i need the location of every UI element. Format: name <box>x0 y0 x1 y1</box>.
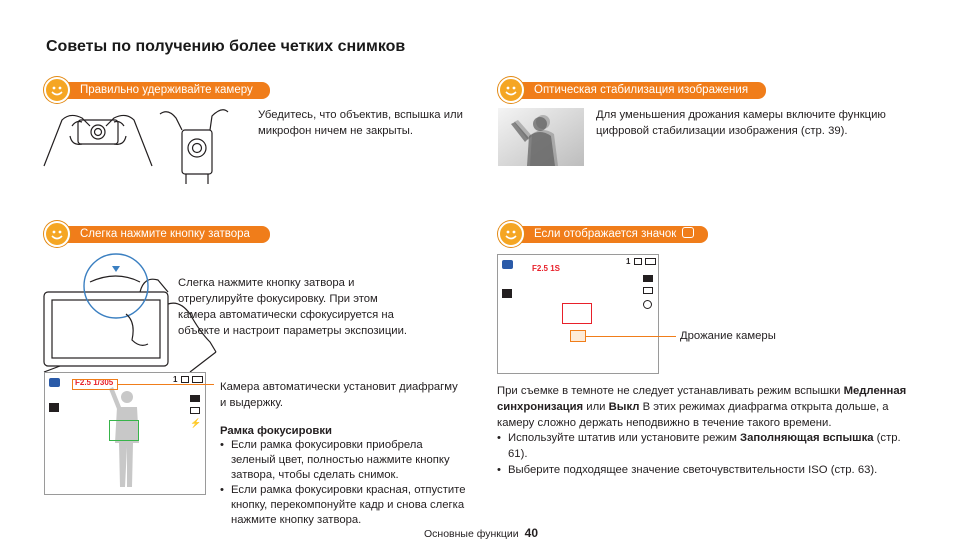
ois-text: Для уменьшения дрожания камеры включите функцию цифровой стабилизации изображения (стр. 39). <box>596 109 886 137</box>
shutter-text: Слегка нажмите кнопку затвора и отрегулируйте фокусировку. При этом камера автоматически сфокусируется на объекте и настроит параметры экспозиции. <box>178 277 408 337</box>
section-header-hold-label: Правильно удерживайте камеру <box>80 84 253 96</box>
camera-screen-focus <box>44 372 206 495</box>
smiley-icon <box>44 221 70 247</box>
section-header-ois-label: Оптическая стабилизация изображения <box>534 84 749 96</box>
image-size-icon <box>49 403 59 412</box>
hold-text: Убедитесь, что объектив, вспышка или микрофон ничем не закрыты. <box>258 109 463 137</box>
list-item: • Если рамка фокусировки приобрела зеленый цвет, полностью нажмите кнопку затвора, чтобы сделать снимок. <box>220 438 470 483</box>
exposure-readout: F2.5 1S <box>532 264 561 273</box>
shake-bullets <box>497 430 917 478</box>
shot-count: 1 <box>173 375 178 384</box>
metering-icon <box>190 407 200 414</box>
section-header-hold <box>46 82 270 99</box>
quality-icon <box>190 395 200 402</box>
blurred-photo-image <box>498 108 584 166</box>
smiley-icon <box>498 221 524 247</box>
image-size-icon <box>502 289 512 298</box>
callout-line-exposure <box>118 384 214 385</box>
battery-icon <box>634 258 642 265</box>
smiley-icon <box>44 77 70 103</box>
page-footer <box>424 526 538 540</box>
list-item: • Выберите подходящее значение светочувствительности ISO (стр. 63). <box>497 462 917 478</box>
shake-para-text-2: В этих режимах диафрагма открыта дольше, а камеру сложно держать неподвижно в течение такого времени. <box>497 401 889 429</box>
shake-para-text-1: При съемке в темноте не следует устанавливать режим вспышки <box>497 385 841 397</box>
callout-exposure-text: Камера автоматически установит диафрагму и выдержку. <box>220 381 458 409</box>
callout-exposure-box <box>72 379 118 390</box>
bullet-1-bold: Заполняющая вспышка <box>740 432 874 444</box>
hold-camera-illustration <box>42 106 232 184</box>
smiley-icon <box>498 77 524 103</box>
quality-icon <box>643 275 653 282</box>
section-header-shutter <box>46 226 270 243</box>
flash-off-icon <box>643 300 652 309</box>
section-header-ois <box>500 82 766 99</box>
focus-frame-title: Рамка фокусировки <box>220 425 332 437</box>
battery-icon <box>181 376 189 383</box>
list-item: • Если рамка фокусировки красная, отпустите кнопку, перекомпонуйте кадр и снова слегка нажмите кнопку затвора. <box>220 483 470 528</box>
page-number: 40 <box>524 526 539 540</box>
shake-para-or: или <box>586 401 606 413</box>
callout-shake-text: Дрожание камеры <box>680 330 776 342</box>
hand-shake-icon <box>682 227 694 238</box>
exposure-readout: F2.5 1/305 <box>75 378 114 387</box>
bullet-1-text: Используйте штатив или установите режим <box>508 432 737 444</box>
list-item <box>497 430 917 462</box>
bullet-1-post: (стр. 61). <box>508 432 901 460</box>
shot-count: 1 <box>626 257 631 266</box>
metering-icon <box>643 287 653 294</box>
shake-para-bold-1: Медленная синхронизация <box>497 385 907 413</box>
footer-label: Основные функции <box>424 528 519 540</box>
camera-mode-icon <box>502 260 513 269</box>
callout-line-shake <box>586 336 676 337</box>
camera-screen-shake <box>497 254 659 374</box>
section-header-shutter-label: Слегка нажмите кнопку затвора <box>80 228 250 240</box>
flash-icon: ⚡ <box>190 418 202 428</box>
battery-level-icon <box>645 258 656 265</box>
camera-mode-icon <box>49 378 60 387</box>
focus-frame-green <box>109 420 139 441</box>
page-title: Советы по получению более четких снимков <box>46 38 406 55</box>
section-header-shake <box>500 226 708 243</box>
shake-paragraph <box>497 383 917 431</box>
section-header-shake-label: Если отображается значок <box>534 228 677 240</box>
battery-level-icon <box>192 376 203 383</box>
focus-frame-red <box>562 303 592 324</box>
shake-para-bold-2: Выкл <box>608 401 640 413</box>
shake-warning-icon <box>570 330 586 342</box>
focus-frame-bullets <box>220 438 470 528</box>
